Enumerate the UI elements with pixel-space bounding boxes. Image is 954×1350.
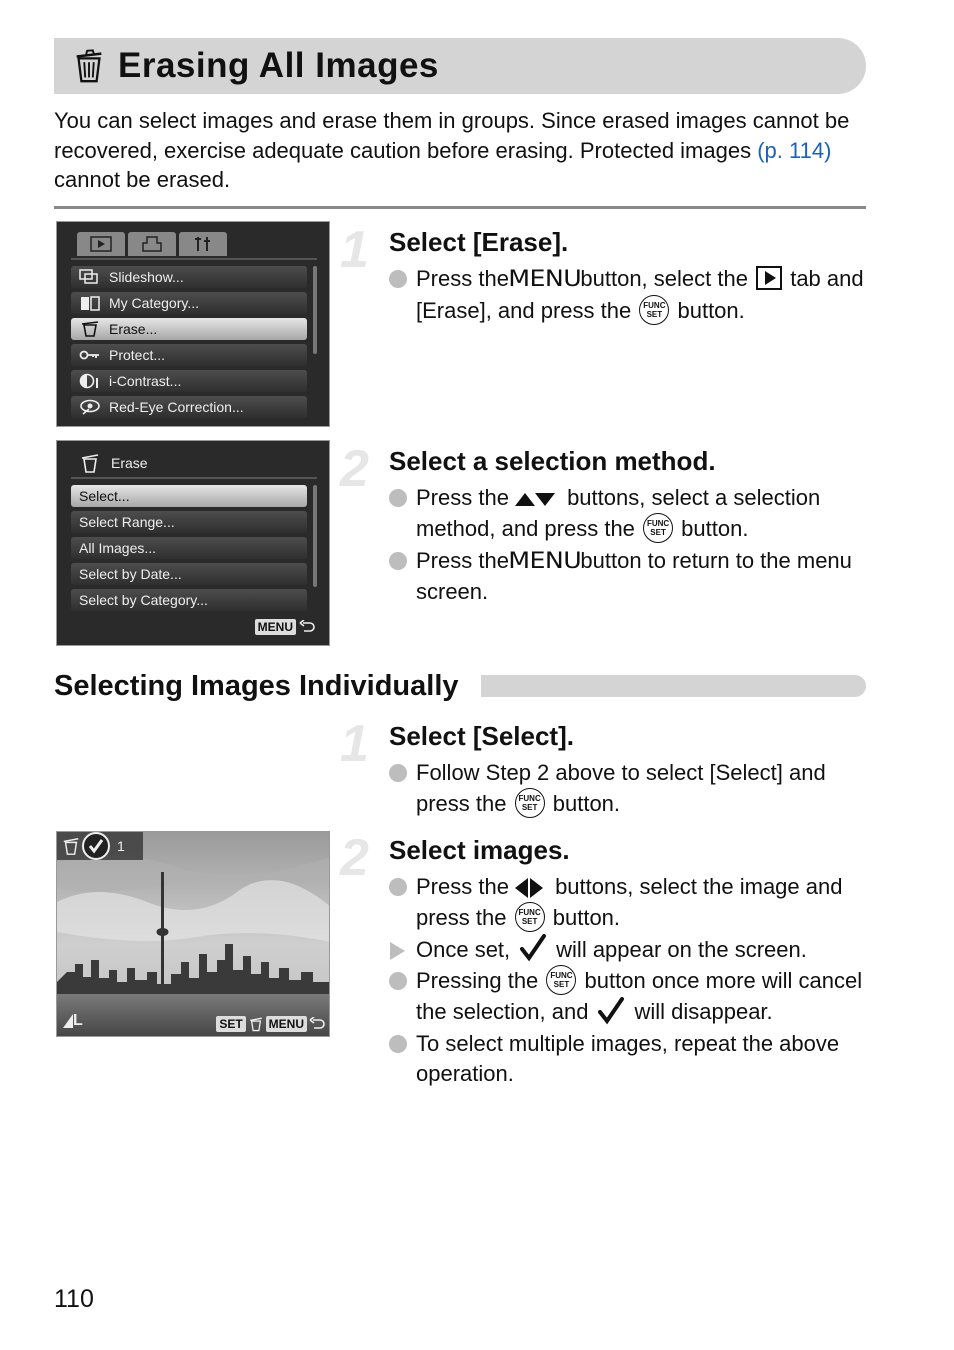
menu-item-protect [71,344,307,366]
text: Press the [416,547,509,573]
red-eye-icon [79,399,101,415]
menu-footer [255,619,315,635]
text: buttons, select a selection method, and press the [416,485,821,541]
step-bullets [389,483,880,608]
menu-item-slideshow [71,266,307,288]
trash-icon [79,453,101,473]
trash-icon [61,836,81,856]
step-number: 2 [340,440,369,498]
step-bullets [389,264,880,327]
func-label: FUNC [518,793,541,803]
step-title: Select [Erase]. [389,227,569,257]
settings-tab [179,232,227,256]
text: button once more will cancel the selection, and [416,968,863,1025]
trash-icon [70,47,108,85]
bullet-icon [389,764,407,782]
menu-button-icon: MENU [508,548,582,574]
bullet-icon [389,972,407,990]
key-icon [79,347,101,363]
check-mark-icon [81,831,111,861]
step-select-images [340,829,880,1091]
func-label: FUNC [646,518,670,528]
step-bullet [389,966,880,1028]
erase-menu-header [79,453,148,473]
text: Press the [416,874,509,899]
right-arrow-icon [530,878,543,898]
result-arrow-icon [390,942,405,960]
category-icon [79,295,101,311]
bullet-icon [389,878,407,896]
text: Pressing the [416,968,539,994]
menu-item-red-eye [71,396,307,418]
city-skyline-photo [57,832,330,1037]
step-bullets [389,758,880,820]
step-bullet [389,264,880,327]
header-underline [71,477,317,479]
text: button. [677,297,745,323]
text: tab and [Erase], and press the [416,266,864,323]
func-set-button-icon [643,513,673,543]
bullet-icon [389,270,407,288]
text: buttons, select the image and press the [416,874,843,930]
selected-count: 1 [117,838,125,854]
step-bullet [389,546,880,608]
camera-screen-erase-menu [56,440,330,646]
set-label: SET [521,802,538,812]
func-set-button-icon [639,295,669,325]
menu-item-label: All Images... [79,540,157,556]
trash-icon [248,1016,264,1032]
intro-paragraph [54,106,866,195]
menu-item-select-by-category [71,589,307,611]
check-mark-icon [596,997,626,1025]
set-label: SET [521,916,538,926]
print-icon [141,235,163,253]
func-label: FUNC [643,300,666,310]
play-tab [77,232,125,256]
section-bar [481,675,866,697]
playback-tab-icon [756,266,782,290]
size-label: L [73,1012,83,1029]
text: To select multiple images, repeat the above operation. [416,1030,840,1087]
menu-item-label: Select... [79,488,130,504]
play-icon [90,236,112,252]
text: Once set, [416,936,511,962]
photo-footer [216,1016,325,1032]
text: button, select the [580,266,748,291]
menu-item-label: i-Contrast... [109,373,182,389]
selection-overlay [57,832,143,860]
menu-tabs [77,232,227,256]
scrollbar [313,485,317,587]
check-mark-icon [518,934,548,962]
menu-button-icon: MENU [508,267,582,292]
return-icon [309,1017,325,1031]
menu-item-label: Select by Date... [79,566,182,582]
menu-item-erase [71,318,307,340]
menu-item-label: Erase... [109,321,158,337]
menu-button-label: MENU [255,619,296,635]
up-arrow-icon [515,493,535,506]
text: will disappear. [634,999,773,1025]
page-title: Erasing All Images [118,46,439,85]
text: button. [552,904,621,930]
bullet-icon [389,1035,407,1053]
tab-underline [71,258,317,260]
text: Follow Step 2 above to select [Select] and press the [416,760,826,816]
func-set-button-icon [546,965,576,995]
divider [54,206,866,209]
step-number: 1 [340,715,369,773]
set-label: SET [646,309,663,319]
menu-item-label: Select by Category... [79,592,208,608]
camera-screen-playback-menu [56,221,330,427]
camera-screen-photo [56,831,330,1037]
step-bullet [389,758,880,820]
text: Press the [416,266,509,291]
menu-item-label: Red-Eye Correction... [109,399,244,415]
step-title: Select [Select]. [389,721,574,751]
scrollbar [313,266,317,354]
step-result [389,935,880,966]
step-select-method [340,440,880,609]
page-number: 110 [54,1285,94,1313]
intro-text: You can select images and erase them in groups. Since erased images cannot be recovered, exercise adequate caution before erasing. Protected images [54,108,850,163]
func-label: FUNC [518,907,541,917]
print-tab [128,232,176,256]
step-number: 2 [340,829,369,887]
step-bullet [389,1029,880,1090]
menu-item-i-contrast [71,370,307,392]
tools-icon [192,235,214,253]
contrast-icon [79,373,101,389]
down-arrow-icon [535,493,555,506]
menu-item-my-category [71,292,307,314]
menu-item-label: Slideshow... [109,269,184,285]
func-label: FUNC [550,971,573,981]
step-bullets [389,872,880,1090]
menu-item-select-by-date [71,563,307,585]
set-label: SET [553,980,570,990]
menu-item-label: Protect... [109,347,166,363]
set-label: SET [650,527,666,537]
aspect-icon [63,1014,73,1028]
func-set-button-icon [515,788,545,818]
section-heading [54,664,866,708]
step-bullet [389,483,880,545]
slideshow-icon [79,269,101,285]
bullet-icon [389,489,407,507]
intro-text-end: cannot be erased. [54,167,231,192]
text: Press the [416,485,509,510]
step-number: 1 [340,221,369,279]
set-button-label: SET [216,1016,245,1032]
erase-menu-title: Erase [111,455,148,471]
step-bullet [389,872,880,934]
menu-item-label: Select Range... [79,514,175,530]
text: button to return to the menu screen. [416,547,852,605]
func-set-button-icon [515,902,545,932]
page-link[interactable]: (p. 114) [757,137,832,163]
title-bar [54,38,866,94]
left-arrow-icon [515,878,528,898]
bullet-icon [389,552,407,570]
step-select-erase [340,221,880,328]
return-icon [299,620,315,634]
step-select-select [340,715,880,821]
menu-button-label: MENU [266,1016,307,1032]
text: will appear on the screen. [556,936,807,962]
menu-item-label: My Category... [109,295,199,311]
text: button. [552,790,621,816]
menu-item-select-range [71,511,307,533]
erase-icon [79,321,101,337]
menu-item-all-images [71,537,307,559]
step-title: Select images. [389,835,570,865]
menu-item-select [71,485,307,507]
section-title: Selecting Images Individually [54,669,459,702]
image-size-badge [63,1012,83,1030]
text: button. [681,515,749,541]
step-title: Select a selection method. [389,446,716,476]
